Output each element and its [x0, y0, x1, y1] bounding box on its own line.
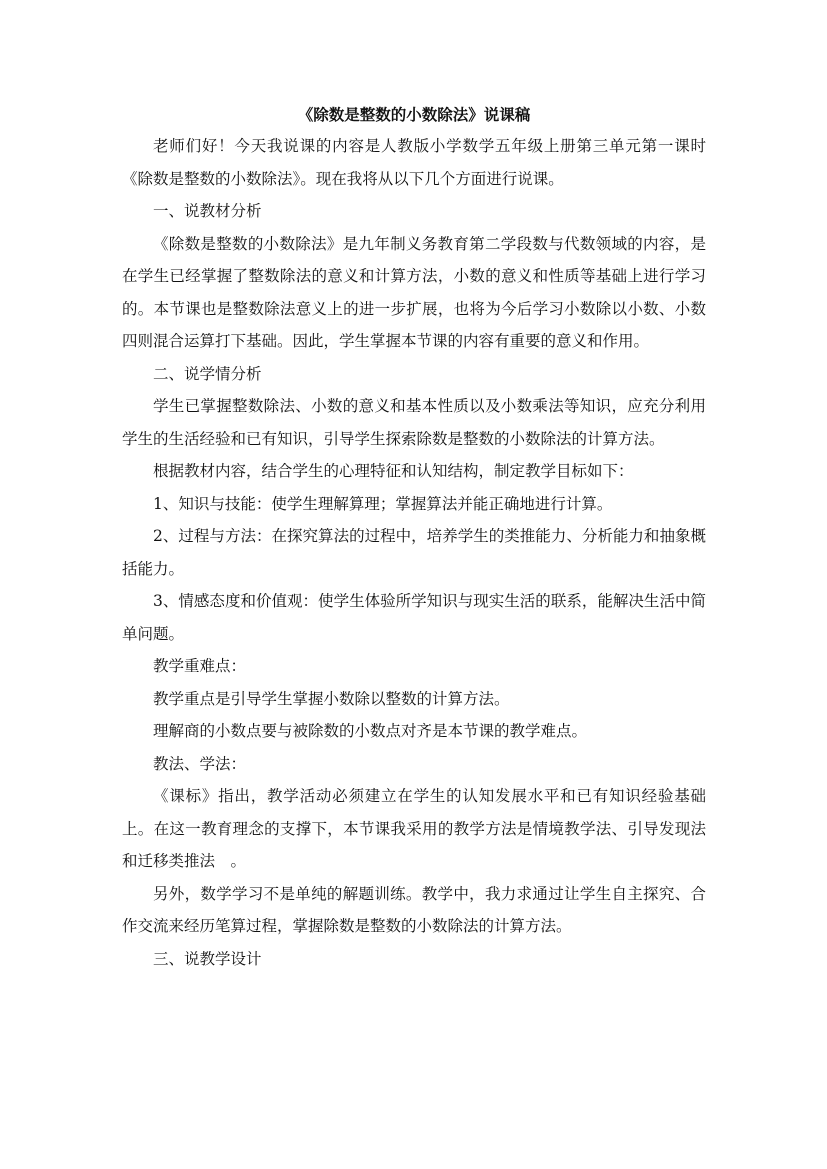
- section-heading-textbook-analysis: 一、说教材分析: [153, 202, 262, 220]
- paragraph-difficult-point: 理解商的小数点要与被除数的小数点对齐是本节课的教学难点。: [153, 722, 588, 740]
- document-title: 《除数是整数的小数除法》说课稿: [297, 105, 531, 124]
- paragraph-key-point: 教学重点是引导学生掌握小数除以整数的计算方法。: [153, 689, 510, 708]
- document-body: [122, 100, 706, 975]
- paragraph-student-analysis: 学生已掌握整数除法、小数的意义和基本性质以及小数乘法等知识，应充分利用学生的生活经验和已有知识，引导学生探索除数是整数的小数除法的计算方法。: [122, 397, 706, 448]
- heading-teaching-methods: 教法、学法：: [153, 754, 247, 773]
- heading-key-points: 教学重难点：: [153, 657, 247, 675]
- paragraph-objectives-intro: 根据教材内容，结合学生的心理特征和认知结构，制定教学目标如下：: [153, 462, 634, 480]
- objective-attitudes-values: 3、情感态度和价值观：使学生体验所学知识与现实生活的联系，能解决生活中简单问题。: [122, 592, 706, 643]
- paragraph-intro: 老师们好！今天我说课的内容是人教版小学数学五年级上册第三单元第一课时《除数是整数的小数除法》。现在我将从以下几个方面进行说课。: [122, 137, 706, 188]
- paragraph-teaching-methods: 《课标》指出，教学活动必须建立在学生的认知发展水平和已有知识经验基础上。在这一教育理念的支撑下，本节课我采用的教学方法是情境教学法、引导发现法和迁移类推法 。: [122, 787, 706, 870]
- objective-process-methods: 2、过程与方法：在探究算法的过程中，培养学生的类推能力、分析能力和抽象概括能力。: [122, 527, 706, 578]
- paragraph-textbook-analysis: 《除数是整数的小数除法》是九年制义务教育第二学段数与代数领域的内容，是在学生已经掌握了整数除法的意义和计算方法，小数的意义和性质等基础上进行学习的。本节课也是整数除法意义上的进一步扩展，也将为今后学习小数除以小数、小数四则混合运算打下基础。因此，学生掌握本节课的内容有重要的意义和作用。: [122, 234, 706, 350]
- section-heading-student-analysis: 二、说学情分析: [153, 364, 262, 383]
- objective-knowledge-skills: 1、知识与技能：使学生理解算理；掌握算法并能正确地进行计算。: [153, 494, 613, 513]
- paragraph-learning-methods: 另外，数学学习不是单纯的解题训练。教学中，我力求通过让学生自主探究、合作交流来经历笔算过程，掌握除数是整数的小数除法的计算方法。: [122, 884, 706, 935]
- section-heading-teaching-design: 三、说教学设计: [153, 949, 262, 968]
